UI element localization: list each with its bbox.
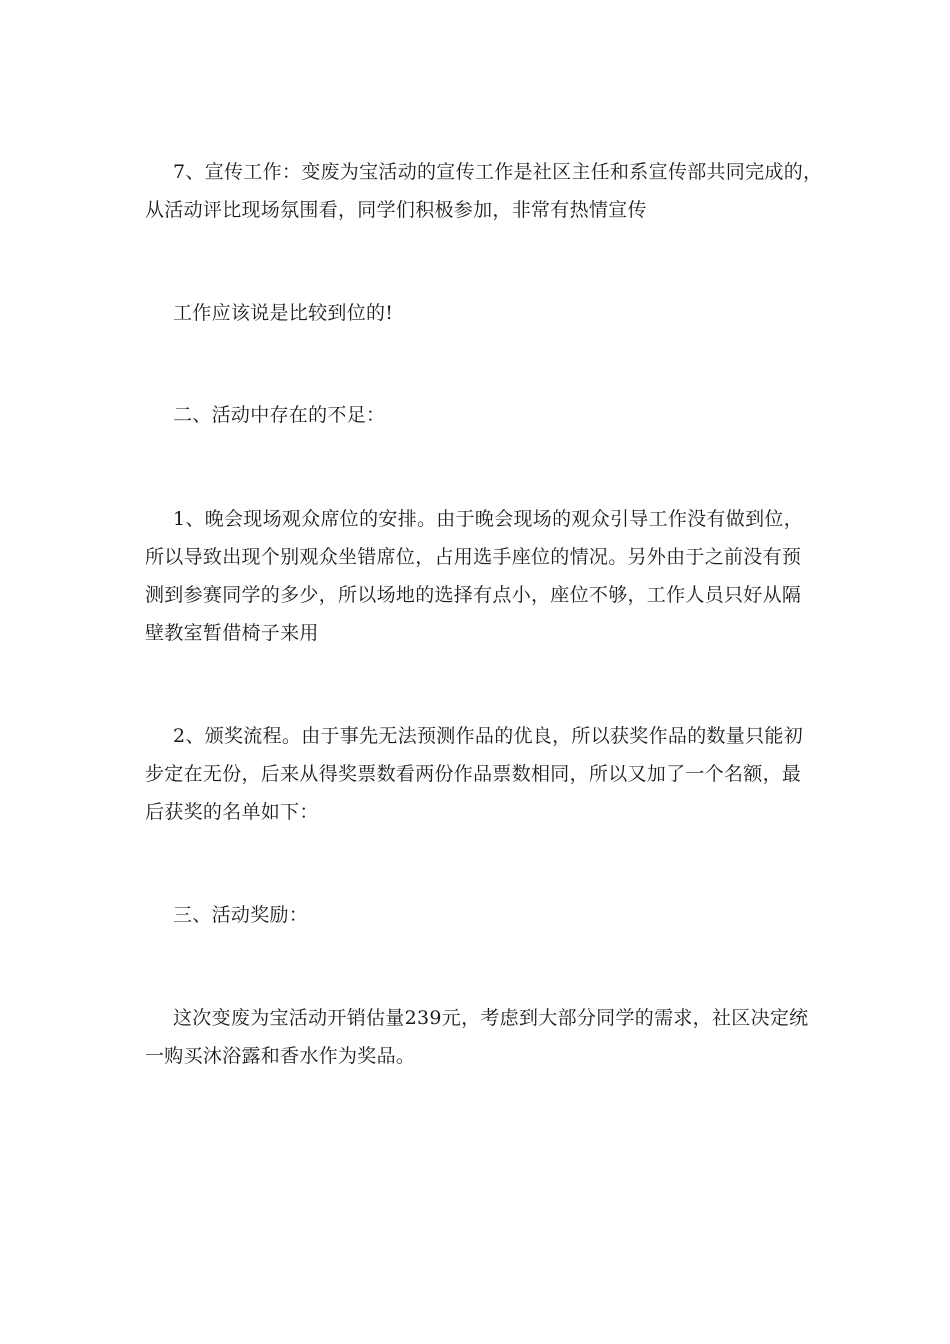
text-line: 所以导致出现个别观众坐错席位，占用选手座位的情况。另外由于之前没有预 bbox=[145, 546, 802, 568]
text-line: 后获奖的名单如下： bbox=[145, 801, 319, 823]
text-line: 工作应该说是比较到位的! bbox=[173, 302, 394, 324]
text-line: 这次变废为宝活动开销估量239元，考虑到大部分同学的需求，社区决定统 bbox=[173, 1007, 809, 1029]
text-line: 测到参赛同学的多少，所以场地的选择有点小，座位不够，工作人员只好从隔 bbox=[145, 584, 802, 606]
text-line: 步定在无份，后来从得奖票数看两份作品票数相同，所以又加了一个名额，最 bbox=[145, 763, 802, 785]
section-heading-rewards: 三、活动奖励： bbox=[173, 904, 309, 926]
text-line: 7、宣传工作：变废为宝活动的宣传工作是社区主任和系宣传部共同完成的， bbox=[173, 161, 823, 183]
text-line: 1、晚会现场观众席位的安排。由于晚会现场的观众引导工作没有做到位， bbox=[173, 508, 803, 530]
section-heading-shortcomings: 二、活动中存在的不足： bbox=[173, 404, 386, 426]
text-line: 壁教室暂借椅子来用 bbox=[145, 622, 319, 644]
text-line: 从活动评比现场氛围看，同学们积极参加，非常有热情宣传 bbox=[145, 199, 647, 221]
text-line: 一购买沐浴露和香水作为奖品。 bbox=[145, 1045, 416, 1067]
text-line: 2、颁奖流程。由于事先无法预测作品的优良，所以获奖作品的数量只能初 bbox=[173, 725, 803, 747]
